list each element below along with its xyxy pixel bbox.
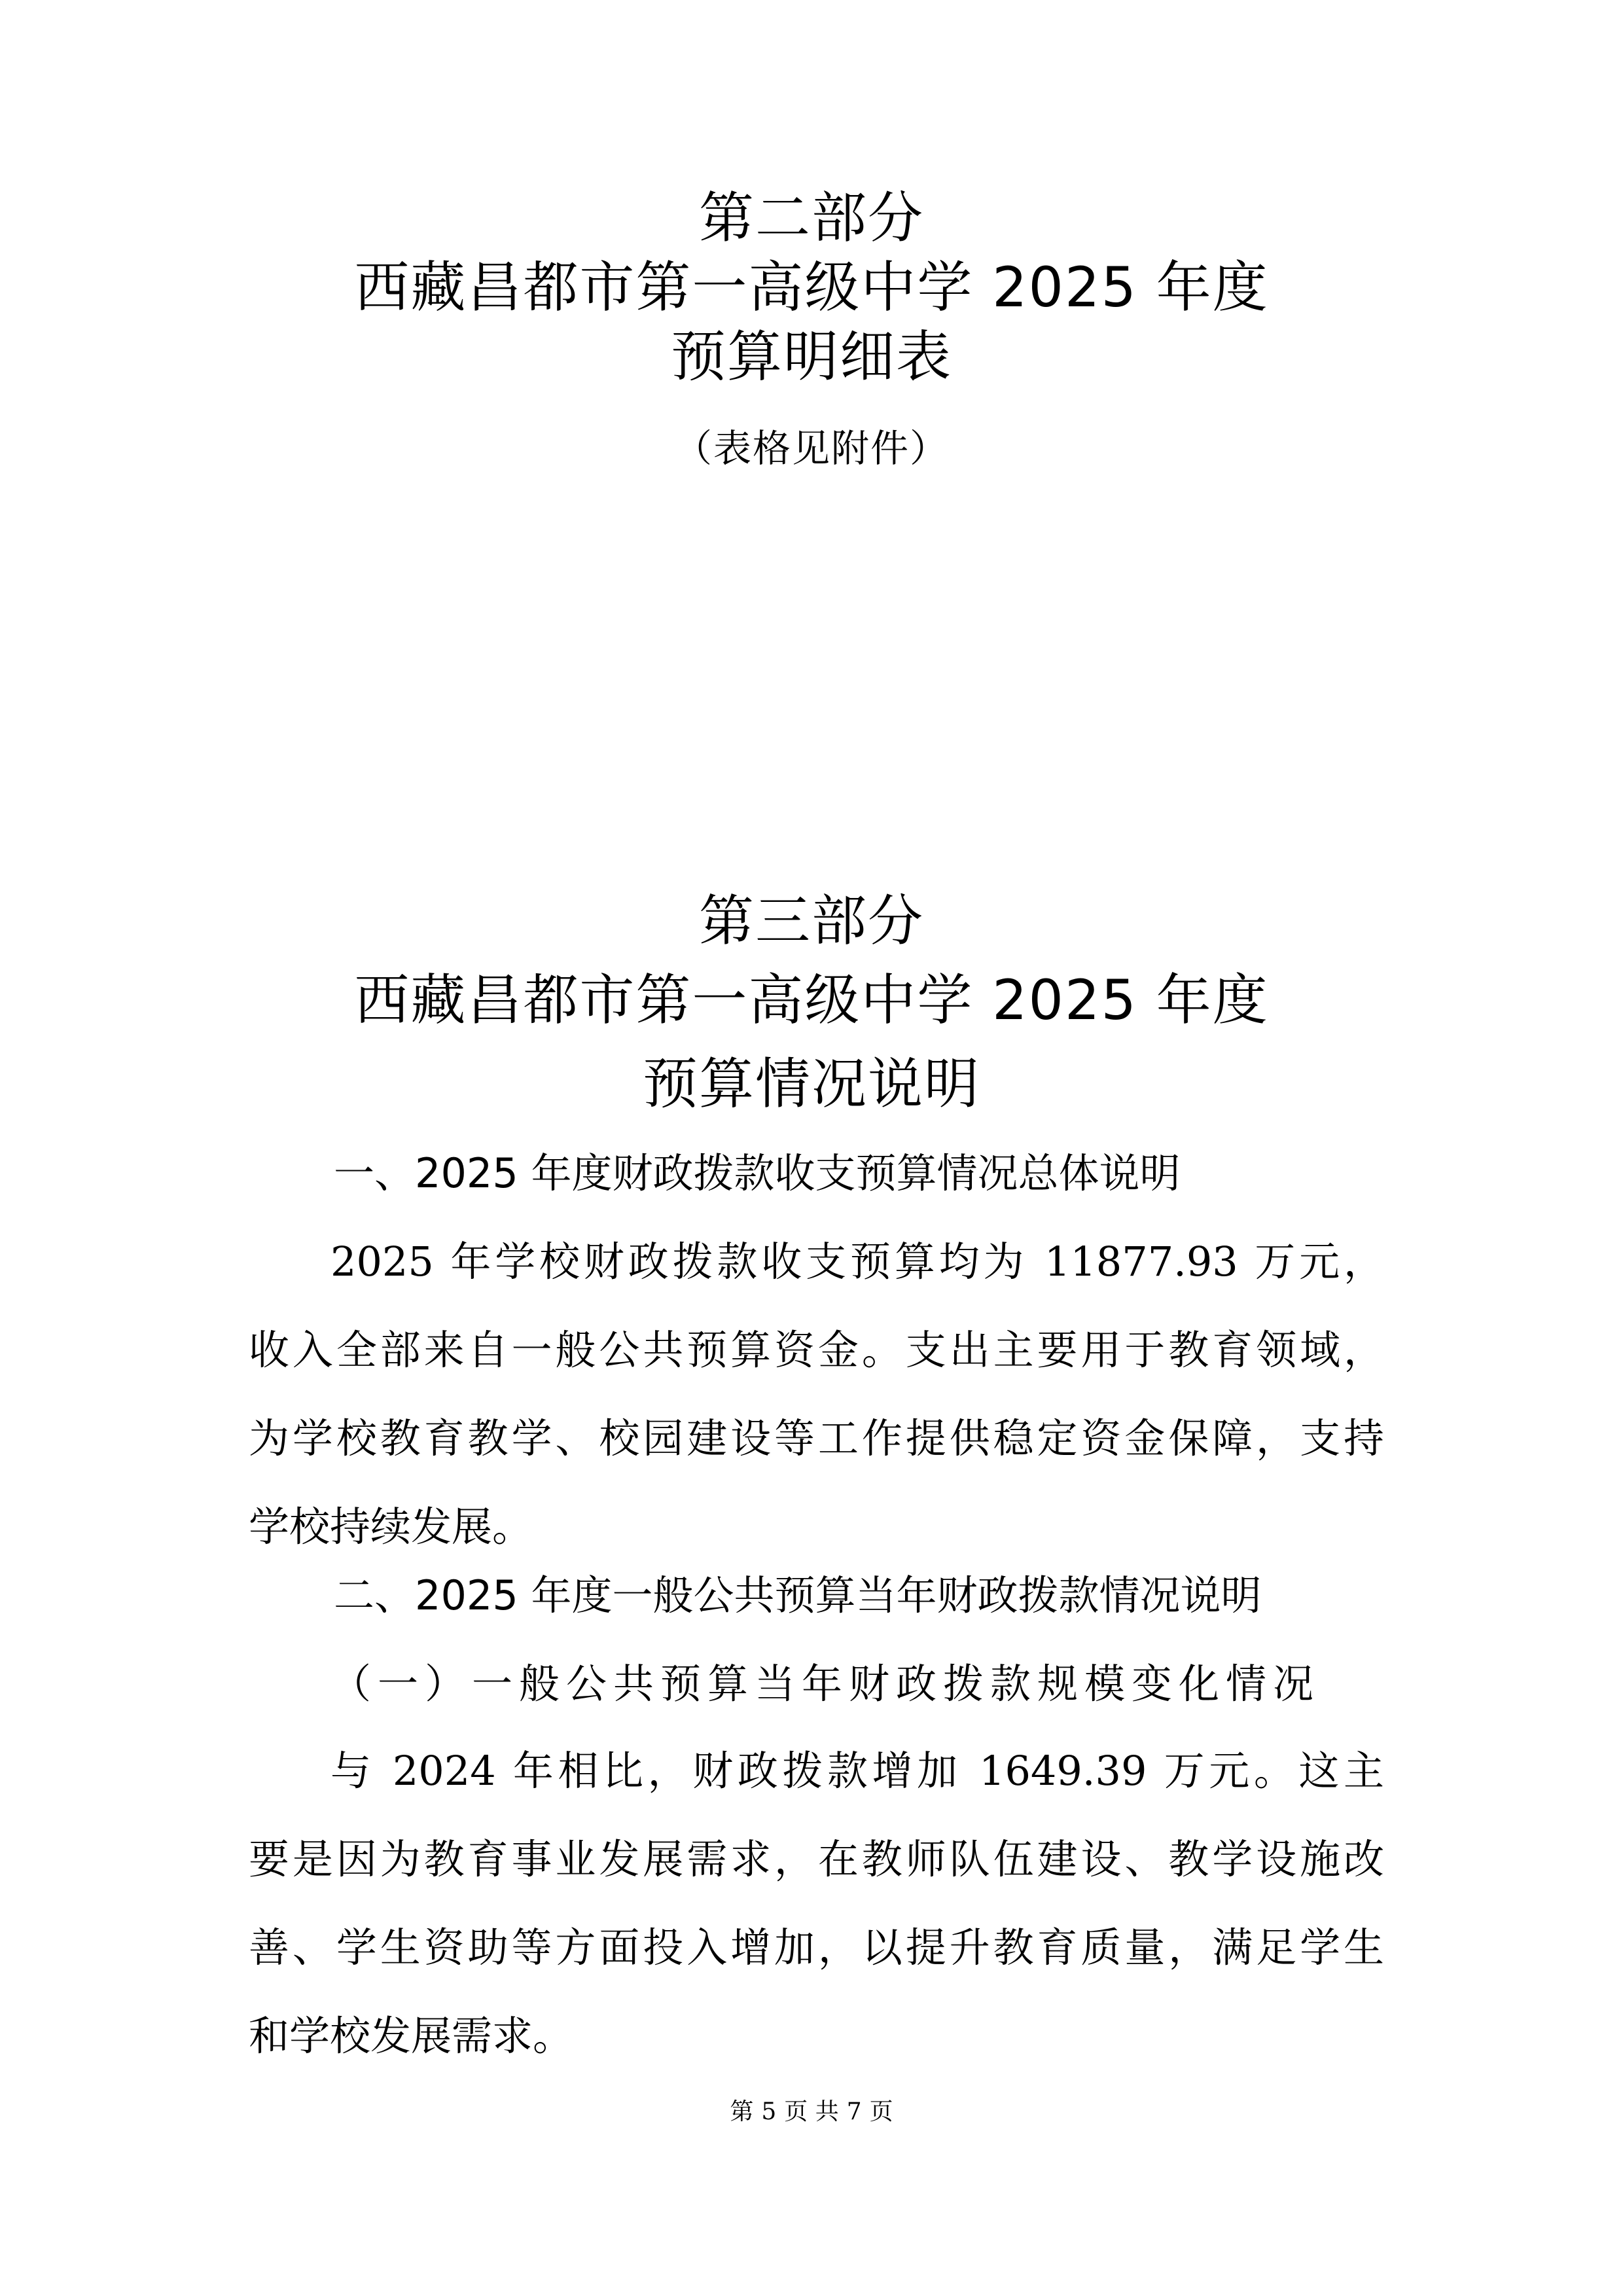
part3-name: 预算情况说明 <box>642 1052 980 1116</box>
section1-line-2: 收入全部来自一般公共预算资金。支出主要用于教育领域， <box>249 1326 1384 1374</box>
part2-title: 第二部分 <box>698 186 924 250</box>
part2-subtitle: 西藏昌都市第一高级中学 2025 年度 <box>354 255 1269 319</box>
part2-name: 预算明细表 <box>670 325 952 389</box>
section1-line-3: 为学校教育教学、校园建设等工作提供稳定资金保障，支持 <box>249 1414 1384 1462</box>
footer-middle: 页 共 <box>784 2098 839 2125</box>
section2-line-3: 善、学生资助等方面投入增加，以提升教育质量，满足学生 <box>249 1924 1384 1971</box>
part2-note: （表格见附件） <box>673 426 949 471</box>
part3-title: 第三部分 <box>698 889 924 953</box>
page-footer <box>0 2098 1623 2126</box>
section1-heading: 一、2025 年度财政拨款收支预算情况总体说明 <box>334 1149 1181 1197</box>
footer-prefix: 第 <box>730 2098 754 2125</box>
section1-line-4: 学校持续发展。 <box>249 1503 533 1551</box>
section2-heading: 二、2025 年度一般公共预算当年财政拨款情况说明 <box>334 1571 1262 1619</box>
footer-total-pages: 7 <box>846 2098 862 2125</box>
section2-subheading: （一）一般公共预算当年财政拨款规模变化情况 <box>330 1660 1321 1708</box>
section2-line-2: 要是因为教育事业发展需求，在教师队伍建设、教学设施改 <box>249 1835 1384 1883</box>
section1-line-1: 2025 年学校财政拨款收支预算均为 11877.93 万元， <box>330 1238 1384 1285</box>
footer-page-number: 5 <box>761 2098 777 2125</box>
section2-line-4: 和学校发展需求。 <box>249 2012 574 2060</box>
part3-subtitle: 西藏昌都市第一高级中学 2025 年度 <box>354 968 1269 1032</box>
footer-suffix: 页 <box>869 2098 893 2125</box>
section2-line-1: 与 2024 年相比，财政拨款增加 1649.39 万元。这主 <box>330 1747 1384 1795</box>
